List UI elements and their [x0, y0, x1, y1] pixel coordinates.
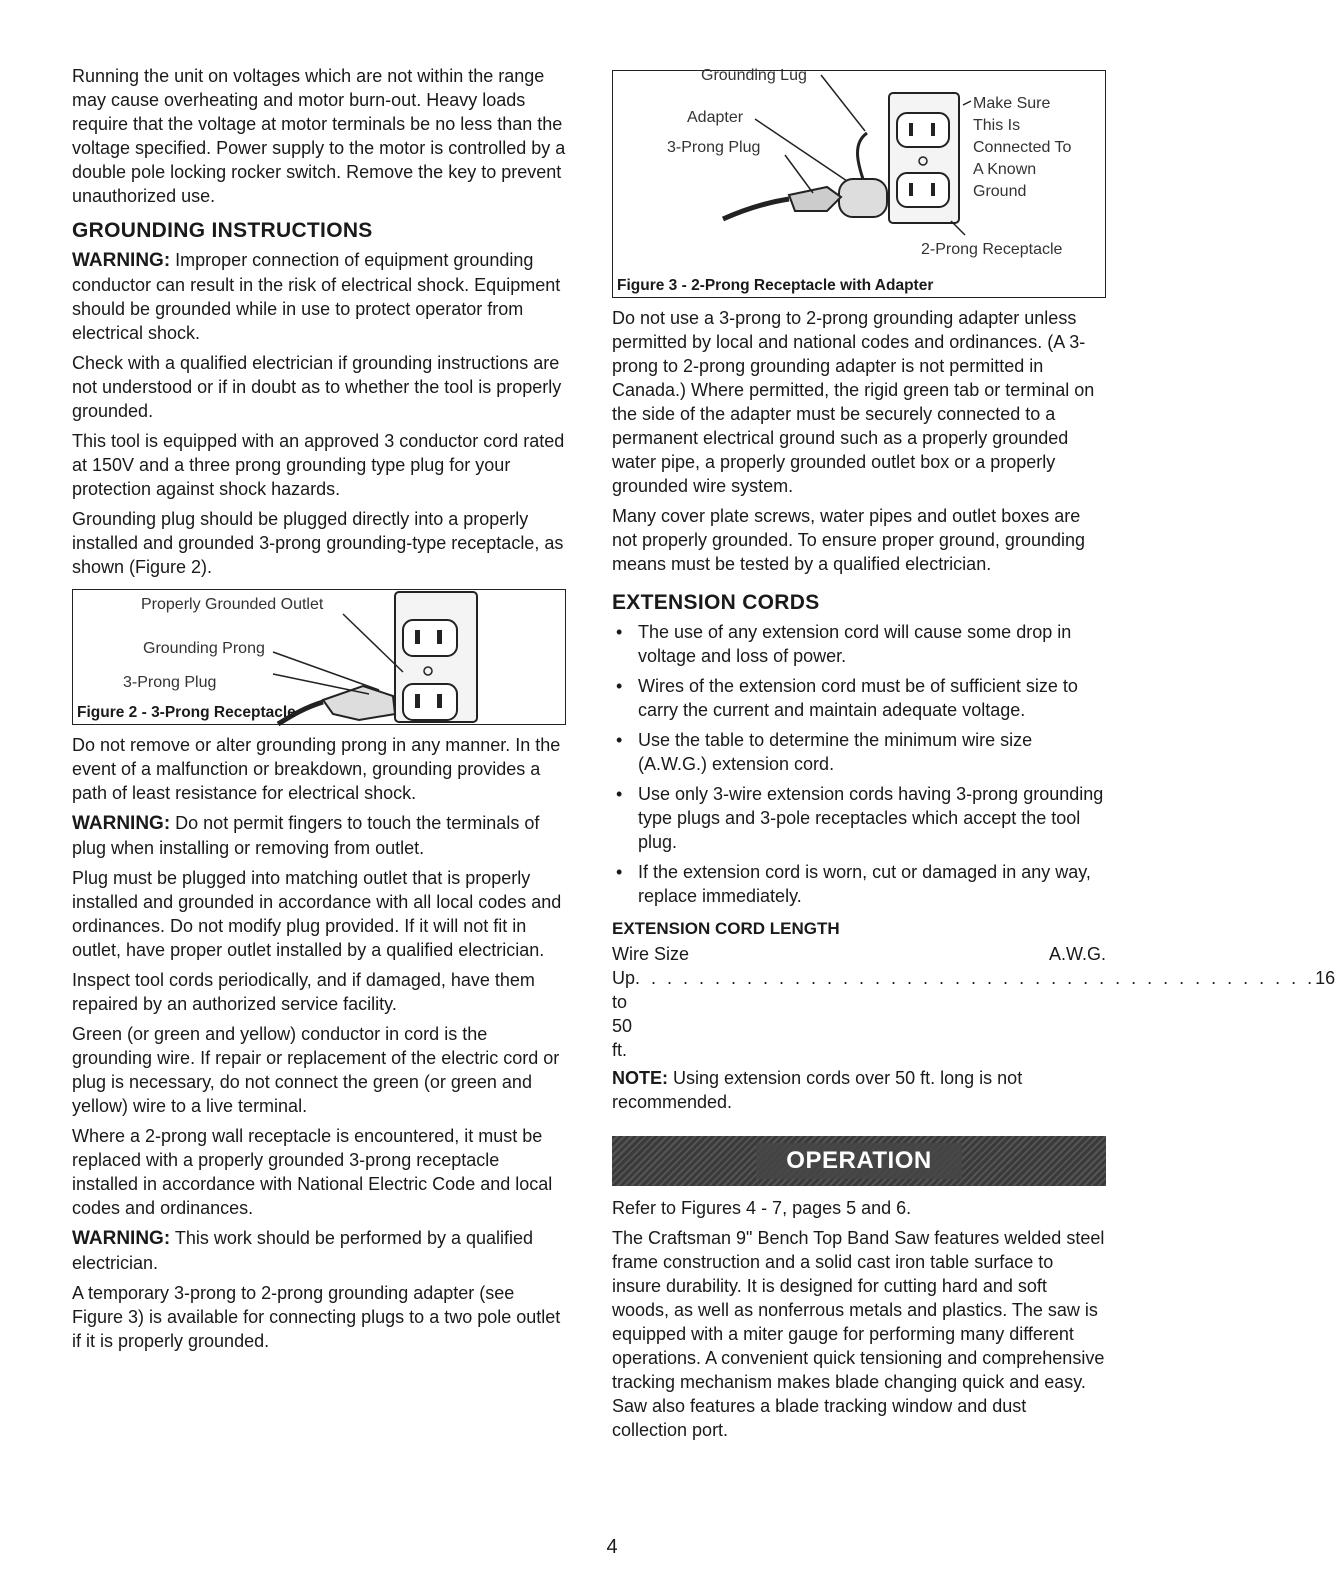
- warning-2: [72, 811, 566, 860]
- grounding-lug-wire: [858, 133, 868, 179]
- warning-label: WARNING:: [72, 1228, 171, 1249]
- label-connected-to: Connected To: [973, 139, 1072, 156]
- voltage-paragraph: Running the unit on voltages which are not within the range may cause overheating and motor burn-out. Heavy loads require that the voltage at motor terminals be no less than the voltage specified. Power supply to the motor is controlled by a double pole locking rocker switch. Remove the key to prevent unauthorized use.: [72, 66, 566, 206]
- receptacle-top: [897, 113, 949, 147]
- receptacle-bottom: [897, 173, 949, 207]
- cord-table-header: [612, 942, 1106, 966]
- list-item: • Wires of the extension cord must be of sufficient size to carry the current and maintain adequate voltage.: [616, 676, 1078, 720]
- note-text: Using extension cords over 50 ft. long is not recommended.: [612, 1068, 1023, 1112]
- cord-paragraph: This tool is equipped with an approved 3 conductor cord rated at 150V and a three prong grounding type plug for your protection against shock hazards.: [72, 431, 565, 499]
- prong-paragraph: Do not remove or alter grounding prong in any manner. In the event of a malfunction or breakdown, grounding provides a path of least resistance for electrical shock.: [72, 735, 561, 803]
- plug-paragraph: Grounding plug should be plugged directly into a properly installed and grounded 3-prong grounding-type receptacle, as shown (Figure 2).: [72, 509, 564, 577]
- right-column: [612, 67, 1335, 1448]
- electrician-paragraph: Check with a qualified electrician if grounding instructions are not understood or if in doubt as to whether the tool is properly grounded.: [72, 353, 562, 421]
- left-column: [72, 64, 566, 1359]
- warning-1: [72, 248, 566, 345]
- extension-cords-heading: EXTENSION CORDS: [612, 591, 820, 614]
- label-this-is: This Is: [973, 117, 1021, 134]
- label-a-known: A Known: [973, 161, 1037, 178]
- list-item: • Use only 3-wire extension cords having 3-prong grounding type plugs and 3-pole receptacles which accept the tool plug.: [616, 784, 1104, 852]
- row-length: Up to 50 ft.: [612, 968, 636, 1060]
- adapter-warning-paragraph: Do not use a 3-prong to 2-prong grounding adapter unless permitted by local and national codes and ordinances. (A 3-prong to 2-prong grounding adapter is not permitted in Canada.) Where permitted, the rigid green tab or terminal on the side of the adapter must be securely connected to a permanent electrical ground such as a properly grounded water pipe, a properly grounded outlet box or a properly grounded wire system.: [612, 308, 1095, 496]
- cover-plate-paragraph: Many cover plate screws, water pipes and outlet boxes are not properly grounded. To ensure proper ground, grounding means must be tested by a qualified electrician.: [612, 506, 1086, 574]
- figure-3: [612, 67, 1106, 298]
- warning-3-text: This work should be performed by a qualified electrician.: [72, 1228, 534, 1273]
- col-awg: A.W.G.: [1048, 944, 1106, 964]
- page-number: 4: [606, 1536, 618, 1558]
- figure-2-caption: Figure 2 - 3-Prong Receptacle: [77, 704, 296, 721]
- warning-1-text: Improper connection of equipment grounding conductor can result in the risk of electrical shock. Equipment should be grounded while in use to protect operator from electrical shock.: [72, 250, 561, 343]
- label-grounding-lug: Grounding Lug: [701, 67, 807, 84]
- label-grounded-outlet: Properly Grounded Outlet: [141, 596, 324, 613]
- adapter-body: [839, 179, 887, 217]
- plug-body: [323, 686, 395, 720]
- figure-2: [72, 589, 566, 725]
- list-item: • The use of any extension cord will cause some drop in voltage and loss of power.: [616, 622, 1072, 666]
- row-awg-value: 16: [1315, 968, 1335, 988]
- row-leader-dots: . . . . . . . . . . . . . . . . . . . . . . . . . . . . . . . . . . . . . . . . . . .: [635, 968, 1316, 988]
- grounding-heading: GROUNDING INSTRUCTIONS: [72, 219, 373, 242]
- outlet-bottom-receptacle: [403, 684, 457, 720]
- table-row: [612, 966, 1335, 1062]
- figure-3-caption: Figure 3 - 2-Prong Receptacle with Adapter: [617, 277, 934, 294]
- outlet-top-receptacle: [403, 620, 457, 656]
- operation-title: OPERATION: [756, 1143, 961, 1179]
- green-conductor-paragraph: Green (or green and yellow) conductor in cord is the grounding wire. If repair or replacement of the electric cord or plug is necessary, do not connect the green (or green and yellow) wire to a live terminal.: [72, 1024, 560, 1116]
- col-wire-size: Wire Size: [612, 944, 690, 964]
- two-prong-paragraph: Where a 2-prong wall receptacle is encountered, it must be replaced with a properly grounded 3-prong receptacle installed in accordance with National Electric Code and local codes and ordinances.: [72, 1126, 553, 1218]
- warning-3: [72, 1226, 566, 1275]
- label-three-prong-plug: 3-Prong Plug: [667, 139, 761, 156]
- operation-description-paragraph: The Craftsman 9" Bench Top Band Saw features welded steel frame construction and a solid cast iron table surface to insure durability. It is designed for cutting hard and soft woods, as well as nonferrous metals and plastics. The saw is equipped with a miter gauge for performing many different operations. A convenient quick tensioning and comprehensive tracking mechanism makes blade changing quick and easy. Saw also features a blade tracking window and dust collection port.: [612, 1228, 1105, 1440]
- three-prong-plug-body: [789, 187, 841, 211]
- label-three-prong-plug: 3-Prong Plug: [123, 674, 217, 691]
- label-make-sure: Make Sure: [973, 95, 1051, 112]
- label-two-prong-receptacle: 2-Prong Receptacle: [921, 241, 1063, 258]
- label-adapter: Adapter: [687, 109, 744, 126]
- warning-label: WARNING:: [72, 250, 171, 271]
- operation-ref-paragraph: Refer to Figures 4 - 7, pages 5 and 6.: [612, 1198, 912, 1218]
- adapter-paragraph: A temporary 3-prong to 2-prong grounding adapter (see Figure 3) is available for connecting plugs to a two pole outlet if it is properly grounded.: [72, 1283, 561, 1351]
- operation-banner: [612, 1136, 1106, 1186]
- warning-label: WARNING:: [72, 813, 171, 834]
- matching-outlet-paragraph: Plug must be plugged into matching outlet that is properly installed and grounded in accordance with all local codes and ordinances. Do not modify plug provided. If it will not fit in outlet, have proper outlet installed by a qualified electrician.: [72, 868, 562, 960]
- note: [612, 1066, 1106, 1114]
- cord: [723, 199, 789, 219]
- list-item: • Use the table to determine the minimum wire size (A.W.G.) extension cord.: [616, 730, 1033, 774]
- label-grounding-prong: Grounding Prong: [143, 640, 265, 657]
- warning-2-text: Do not permit fingers to touch the terminals of plug when installing or removing from outlet.: [72, 813, 540, 858]
- inspect-paragraph: Inspect tool cords periodically, and if damaged, have them repaired by an authorized service facility.: [72, 970, 535, 1014]
- list-item: • If the extension cord is worn, cut or damaged in any way, replace immediately.: [616, 862, 1091, 906]
- label-ground: Ground: [973, 183, 1027, 200]
- cord-length-heading: EXTENSION CORD LENGTH: [612, 919, 840, 938]
- extension-bullet-list: [612, 620, 1106, 908]
- note-label: NOTE:: [612, 1068, 668, 1088]
